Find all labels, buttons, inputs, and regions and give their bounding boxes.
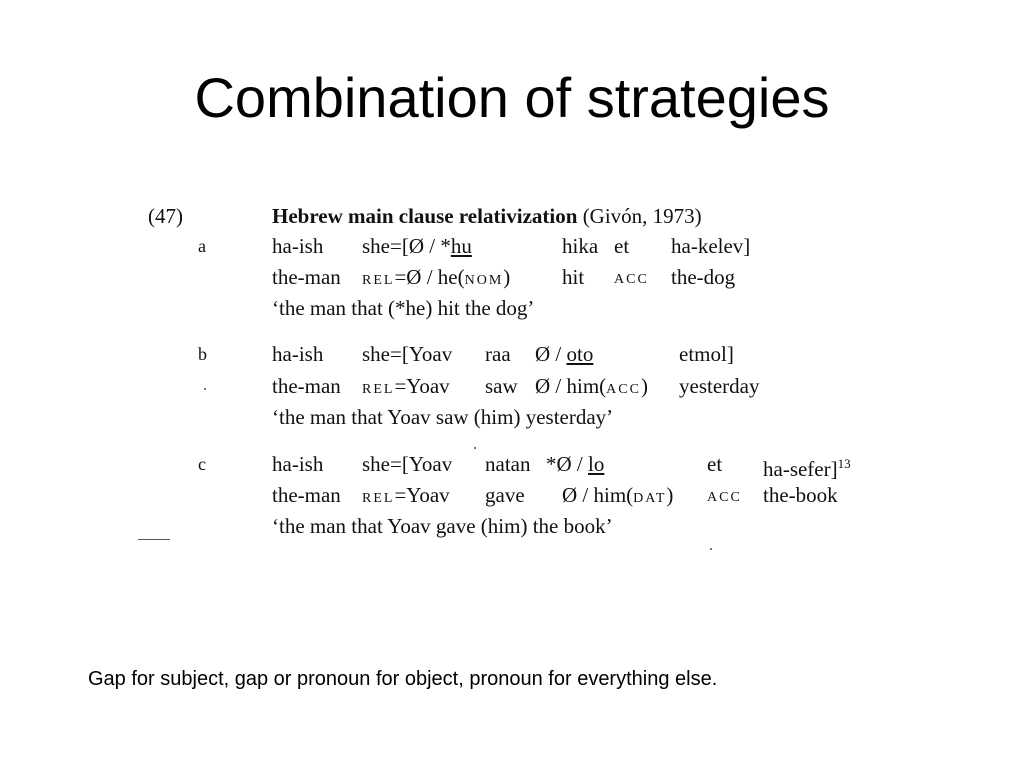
a-line2-word1: the-man bbox=[272, 265, 341, 289]
c-line2-word1: the-man bbox=[272, 483, 341, 507]
a-line1-pronoun: hu bbox=[450, 234, 472, 258]
a-line2-word3: hit bbox=[562, 265, 585, 289]
a-line1-word4: et bbox=[614, 234, 630, 258]
b-line2-word1: the-man bbox=[272, 374, 341, 398]
c-line2-dat-gloss: DAT bbox=[633, 491, 667, 506]
b-line2-acc-gloss: ACC bbox=[606, 382, 641, 397]
scan-speck bbox=[204, 388, 206, 390]
example-citation: (Givón, 1973) bbox=[582, 204, 702, 228]
b-translation: ‘the man that Yoav saw (him) yesterday’ bbox=[272, 405, 614, 429]
a-line2-mid2: ) bbox=[503, 265, 511, 289]
b-line2-word4-pre: Ø / him( bbox=[535, 374, 607, 398]
a-line2-rel-gloss: REL bbox=[362, 273, 395, 288]
c-line2-word4 bbox=[562, 483, 673, 511]
b-line2-word3: saw bbox=[485, 374, 518, 398]
c-line1-word1: ha-ish bbox=[272, 452, 324, 476]
c-line2-word6: the-book bbox=[763, 483, 838, 507]
a-line1-word2 bbox=[362, 234, 472, 258]
example-b-label: b bbox=[198, 344, 207, 364]
c-line2-word2-text: =Yoav bbox=[394, 483, 450, 507]
b-line1-pronoun: oto bbox=[566, 342, 594, 366]
b-line2-word5: yesterday bbox=[679, 374, 760, 398]
b-line2-word2-text: =Yoav bbox=[394, 374, 450, 398]
b-line1-word2: she=[Yoav bbox=[362, 342, 453, 366]
c-translation: ‘the man that Yoav gave (him) the book’ bbox=[272, 514, 613, 538]
example-c-label: c bbox=[198, 454, 206, 474]
a-line1-word3: hika bbox=[562, 234, 599, 258]
b-line1-word5: etmol] bbox=[679, 342, 734, 366]
c-line2-word4-pre: Ø / him( bbox=[562, 483, 634, 507]
a-line1-word1: ha-ish bbox=[272, 234, 324, 258]
a-line2-nom-gloss: NOM bbox=[464, 273, 504, 288]
a-line2-mid1: =Ø / he( bbox=[394, 265, 465, 289]
c-line1-word3: natan bbox=[485, 452, 531, 476]
scan-mark-dash bbox=[138, 539, 170, 540]
c-line2-word2 bbox=[362, 483, 450, 511]
b-line1-word4 bbox=[535, 342, 593, 366]
example-number: (47) bbox=[148, 204, 183, 228]
example-a-label: a bbox=[198, 236, 206, 256]
example-heading-text: Hebrew main clause relativization bbox=[272, 204, 578, 228]
c-line2-acc-gloss: ACC bbox=[707, 490, 742, 505]
c-line2-word3: gave bbox=[485, 483, 525, 507]
scan-speck bbox=[710, 548, 712, 550]
c-line1-pronoun: lo bbox=[588, 452, 605, 476]
a-line2-word5: the-dog bbox=[671, 265, 736, 289]
a-line1-word2-pre: she=[Ø / * bbox=[362, 234, 451, 258]
b-line2-rel-gloss: REL bbox=[362, 382, 395, 397]
slide-caption: Gap for subject, gap or pronoun for object, pronoun for everything else. bbox=[88, 668, 718, 690]
b-line1-word4-pre: Ø / bbox=[535, 342, 567, 366]
a-line1-word5: ha-kelev] bbox=[671, 234, 751, 258]
b-line2-word4-post: ) bbox=[640, 374, 648, 398]
c-line1-word2: she=[Yoav bbox=[362, 452, 453, 476]
hebrew-relativization-example bbox=[138, 196, 898, 556]
c-line2-rel-gloss: REL bbox=[362, 491, 395, 506]
a-line2-acc-gloss: ACC bbox=[614, 272, 649, 287]
a-line2-word2 bbox=[362, 265, 510, 293]
c-line2-word4-post: ) bbox=[666, 483, 674, 507]
c-line1-word5: et bbox=[707, 452, 723, 476]
c-line1-word6 bbox=[763, 452, 851, 481]
a-translation: ‘the man that (*he) hit the dog’ bbox=[272, 296, 535, 320]
c-line1-word4 bbox=[546, 452, 604, 476]
example-heading bbox=[272, 204, 702, 228]
b-line1-word3: raa bbox=[485, 342, 511, 366]
b-line1-word1: ha-ish bbox=[272, 342, 324, 366]
c-line1-word6-text: ha-sefer] bbox=[763, 457, 838, 481]
scan-speck bbox=[474, 447, 476, 449]
b-line2-word4 bbox=[535, 374, 648, 402]
slide-title: Combination of strategies bbox=[194, 66, 830, 129]
b-line2-word2 bbox=[362, 374, 450, 402]
footnote-marker: 13 bbox=[837, 456, 851, 471]
c-line1-word4-pre: *Ø / bbox=[546, 452, 588, 476]
